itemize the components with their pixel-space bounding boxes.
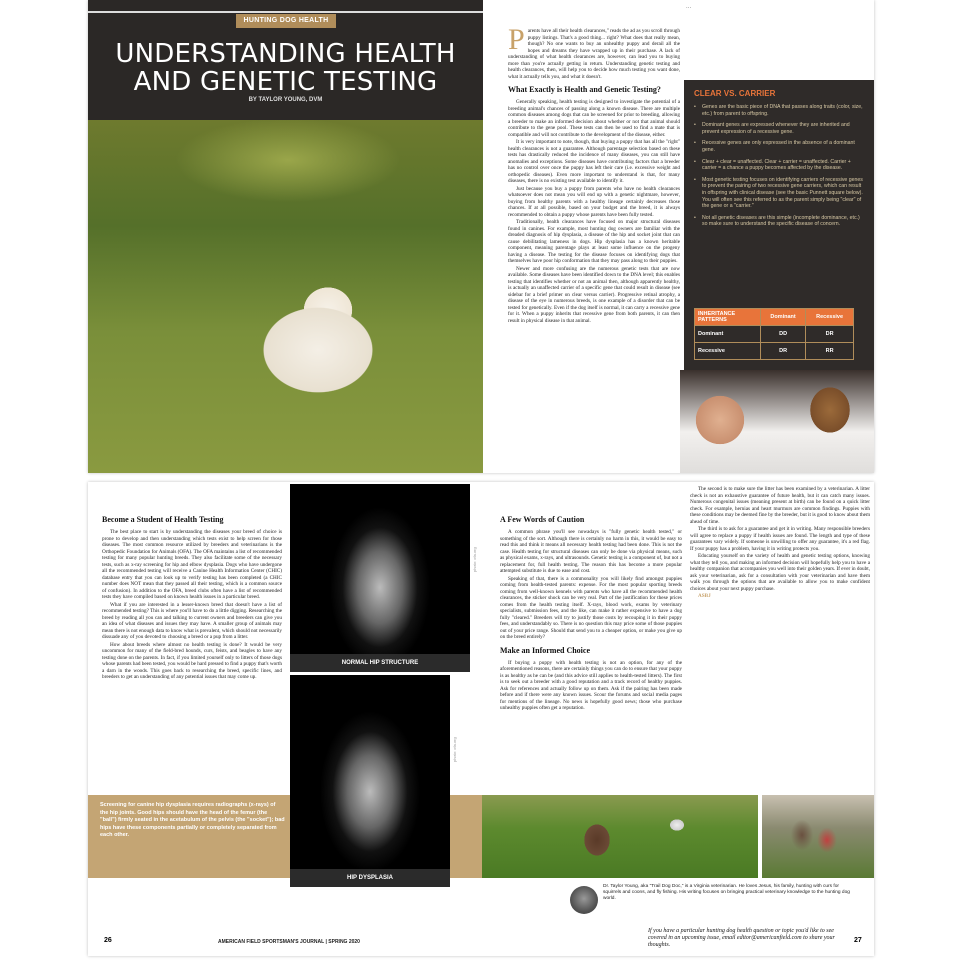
running-dog-photo: [88, 120, 483, 473]
article-header: [88, 0, 483, 120]
section-kicker: HUNTING DOG HEALTH: [236, 14, 336, 28]
xray-label: HIP DYSPLASIA: [290, 869, 450, 887]
sidebar-bullet: • Not all genetic diseases are this simple (incomplete dominance, etc.) so make sure to understand the specific disease of concern.: [694, 215, 864, 228]
sidebar-bullet: • Recessive genes are only expressed in the absence of a dominant gene.: [694, 140, 864, 153]
title-line-2: AND GENETIC TESTING: [133, 67, 438, 97]
table-cell: Recessive: [695, 343, 761, 360]
table-cell: DR: [806, 326, 854, 343]
article-title: [88, 40, 483, 96]
table-header-cell: Recessive: [806, 309, 854, 326]
paragraph: Speaking of that, there is a commonality you will likely find amongst puppies coming from health-tested parents: expense. For the most popular sporting breeds coming from well-known kennels with parents who have all the recommended health clearances, the sticker shock can be very real. Part of the justification for these prices comes from the health testing itself. X-rays, blood work, exams by veterinary specialists, submission fees, and the like, can make it rather expensive to have a dog fully "cleared." Breeders will try to justify those costs by recouping it in their puppy fees, and understandably so. There is no question this may price some of those puppies out of your price range. Should that send you to a cheaper option, or make you give up on the breed entirely?: [500, 575, 682, 640]
header-rule: [88, 11, 483, 13]
paragraph: It is very important to note, though, that buying a puppy that has all the "right" health clearances is not a guarantee. Although parentage selection based on these tests has drastically reduced the incidence of many diseases, you can still have anomalies and exceptions. Some diseases have contributing factors that a breeder has no control over once the puppy has left their care (i.e. excessive weight and orthopedic diseases). Even more important to understand is that, for many diseases, there is no existing test available to identify it.: [508, 139, 680, 184]
table-cell: DR: [761, 343, 806, 360]
paragraph: Newer and more confusing are the numerous genetic tests that are now available. Some diseases have been identified down to the DNA level; this enables testing that identifies whether or not an animal then, although apparently healthy, is actually an unaffected carrier of a specific gene that could result in disease (see sidebar for a brief primer on clear versus carrier). Progressive retinal atrophy, a disease of the eye in numerous breeds, is one example of a disorder that can be tested for genetically. Even if the dog itself is normal, it can carry a recessive gene for it. When a puppy inherits that recessive gene from both parents, it can then result in physical disease in that animal.: [508, 265, 680, 324]
hip-dysplasia-xray: [290, 675, 450, 887]
paragraph: A common phrase you'll see nowadays is "fully genetic health tested," or something of the sort. Although there is certainly no harm in this, it would be easy to read this and think it means all necessary health testing had been done. This is not the case. Health testing for structural diseases can only be done via physical means, such as physical exams, x-rays, and ultrasounds. Genetic testing is a component of, but not a replacement for, full health testing. The reason this has become a more popular attempted substitute is due to ease and cost.: [500, 529, 682, 574]
paragraph: Generally speaking, health testing is designed to investigate the potential of a breeding animal's chances of passing along a known disease. There are multiple common diseases among dogs that can be screened for prior to breeding, allowing a breeder to make an informed decision about whether or not that animal should contribute to the gene pool. These tests can then be used to find a mate that is compatible and will not contribute to the development of the disease, either.: [508, 99, 680, 138]
table-row: [695, 326, 854, 343]
intro-paragraph: arents have all their health clearances," reads the ad as you scroll through puppy listings. That's a good thing... right? What does that really mean, though? No one wants to buy an unhealthy puppy and derail all the hopes and dreams they have wrapped up in their purchase. A lack of understanding of what health clearances are, however, can lead you to buying more than you're actually getting in return. Understanding genetic testing and health clearances, then, will help you to decide how much testing you want done, what it actually tells you, and what it doesn't.: [508, 28, 680, 80]
inheritance-table: [694, 308, 854, 360]
section-heading: What Exactly is Health and Genetic Testing?: [508, 85, 661, 94]
table-cell: RR: [806, 343, 854, 360]
paragraph: Educating yourself on the variety of health and genetic testing options, knowing what they tell you, and making an informed decision will hopefully help you to have a healthy companion that accompanies you well into their golden years. If ever in doubt, ask your veterinarian, ask for a consultation with your veterinarian and have them walk you through the options that are available to allow you to make confident choices about your next puppy purchase.: [690, 553, 870, 592]
author-avatar: [570, 886, 598, 914]
title-line-1: UNDERSTANDING HEALTH: [115, 39, 456, 69]
closing-note: If you have a particular hunting dog health question or topic you'd like to see covered in an upcoming issue, email editor@americanfield.com to share your thoughts.: [648, 928, 835, 948]
page26-column: [102, 510, 282, 790]
page27-column-2: [690, 486, 870, 790]
end-mark: ASBJ: [698, 593, 711, 599]
page-number-left: 26: [104, 937, 112, 944]
sidebar-bullet: • Most genetic testing focuses on identifying carriers of recessive genes to prevent the pairing of two recessive gene carriers, which can result in offspring with clinical disease (see the basic Punnett square below). You will often see this referred to as the parent simply being "clear" of the gene or a "carrier.": [694, 177, 864, 210]
table-header-cell: Dominant: [761, 309, 806, 326]
paragraph-continued: …: [686, 4, 692, 10]
section-heading: A Few Words of Caution: [500, 515, 585, 524]
puppies-in-grass-photo: [482, 795, 758, 878]
article-column-2: [686, 4, 870, 76]
byline: BY TAYLOR YOUNG, DVM: [248, 97, 323, 103]
sidebar-bullet: • Dominant genes are expressed whenever they are inherited and prevent expression of a recessive gene.: [694, 122, 864, 135]
sidebar-bullet: • Clear + clear = unaffected. Clear + carrier = unaffected. Carrier + carrier = a chance a puppy becomes affected by the disease.: [694, 159, 864, 172]
photo-credit: photo: ofa.org: [472, 547, 477, 572]
page27-column-1: [500, 510, 682, 790]
author-bio: Dr. Taylor Young, aka "Trail Dog Doc," is a Virginia veterinarian. He loves Jesus, his family, hunting with curs for squirrels and coons, and fly fishing. His writing focuses on bringing practical veterinary knowledge to the hunting dog world.: [603, 884, 850, 901]
publication-footer: AMERICAN FIELD SPORTSMAN'S JOURNAL | SPRING 2020: [218, 939, 360, 945]
paragraph: Just because you buy a puppy from parents who have no health clearances whatsoever does not mean you will end up with a genetic nightmare, however, buying from healthy parents with a healthy lineage certainly decreases those chances. If at all possible, based on your budget and the breed, it is always recommended to obtain a puppy whose parents have been fully tested.: [508, 185, 680, 218]
paragraph: The best place to start is by understanding the diseases your breed of choice is prone to develop and then understanding which tests exist to help screen for those diseases. The most common resource utilized by breeders and veterinarians is the Orthopedic Foundation for Animals (OFA). The OFA maintains a list of recommended testing for many popular hunting breeds. They also facilitate some of the necessary tests, such as x-ray screening for hip and elbow dysplasia. Dogs who have undergone all the recommended testing will receive a Canine Health Information Center (CHIC) database entry that you can look up to verify testing has been completed (a CHIC number does NOT mean that they passed all their testing, which is a common source of confusion). In addition to the OFA, breed clubs often have a list of recommended tests they have compiled based on known health issues in a particular breed.: [102, 529, 282, 600]
vet-with-beagle-photo: [680, 370, 874, 473]
paragraph: If buying a puppy with health testing is not an option, for any of the aforementioned reasons, there are certainly things you can do to ensure that your puppy is as healthy as he can be (and this advice still applies to health-tested litters). The first is to seek out a breeder with a good reputation and a track record of healthy puppies. Ask for references and actually follow up on them. Ask if the pairing has been made before and if there were any known issues. Scour the forums and social media pages for mentions of the lineage. No news is hopefully good news; those who purchase unhealthy puppies often get a reputation.: [500, 659, 682, 711]
table-row: [695, 343, 854, 360]
section-heading: Become a Student of Health Testing: [102, 515, 224, 524]
table-cell: Dominant: [695, 326, 761, 343]
photo-credit: photo: ofa.org: [452, 737, 457, 762]
table-header-cell: INHERITANCE PATTERNS: [695, 309, 761, 326]
xray-caption: Screening for canine hip dysplasia requires radiographs (x-rays) of the hip joints. Good hips should have the head of the femur (the "ball") firmly seated in the acetabulum of the pelvis (the "socket"); bad hips have these components partially or completely separated from each other.: [100, 802, 285, 838]
paragraph: The second is to make sure the litter has been examined by a veterinarian. A litter check is not an exhaustive guarantee of future health, but it can catch many issues. Numerous congenital issues (meaning present at birth) can be found on a quick litter check. For example, hernias and heart murmurs are common findings. Puppies with these conditions may be deemed fine by the breeder, but it is good to know about them ahead of time.: [690, 486, 870, 525]
sidebar-bullet: • Genes are the basic piece of DNA that passes along traits (color, size, etc.) from parent to offspring.: [694, 104, 864, 117]
top-spread: [88, 0, 874, 473]
page-number-right: 27: [854, 937, 862, 944]
section-heading: Make an Informed Choice: [500, 645, 590, 655]
article-column-1: [508, 28, 680, 468]
paragraph: What if you are interested in a lesser-known breed that doesn't have a list of recommended testing? This is where you'll have to do a little digging. Researching the breed by reading all you can and talking to current owners and breeders can give you an idea of what diseases and issues they may have. A smaller group of animals may mean there is not enough data to know what is prevalent, which should not necessarily dissuade any of you devoted to choosing a breed or a pup from a litter.: [102, 601, 282, 640]
xray-label: NORMAL HIP STRUCTURE: [290, 654, 470, 672]
sidebar-title: CLEAR VS. CARRIER: [694, 89, 776, 98]
bottom-spread: [88, 482, 874, 956]
normal-hip-xray: [290, 484, 470, 672]
paragraph: How about breeds where almost no health testing is done? It would be very uncommon for many of the field-bred hounds, curs, feists, and beagles to have any testing done on the parents. In fact, if you limited yourself only to litters of those dogs whose parents had been tested, you would be hard pressed to find a puppy that's worth a darn in the woods. This goes back to researching the breed, specific lines, and breeders to get an understanding of any potential issues that may come up.: [102, 641, 282, 680]
sidebar-list: [694, 104, 864, 233]
paragraph: Traditionally, health clearances have focused on major structural diseases found in canines. For example, most hunting dog owners are familiar with the dreaded diagnosis of hip dysplasia, a disease of the hip and socket joint that can cause debilitating lameness in dogs. Hip dysplasia has a known heritable component, meaning parentage plays at least some influence on the progeny having a disease. The testing for the disease focuses on identifying dogs that themselves have poor hip conformation that they may pass along to their puppies.: [508, 219, 680, 264]
table-cell: DD: [761, 326, 806, 343]
family-with-dog-photo: [762, 795, 874, 878]
table-header-row: [695, 309, 854, 326]
paragraph: The third is to ask for a guarantee and get it in writing. Many responsible breeders will agree to replace a puppy if health issues are found. The length and type of these guarantees vary widely. If someone is unwilling to offer any guarantee, it's a red flag. If your puppy has a problem, having it in writing protects you.: [690, 526, 870, 552]
drop-cap: P: [508, 28, 525, 56]
